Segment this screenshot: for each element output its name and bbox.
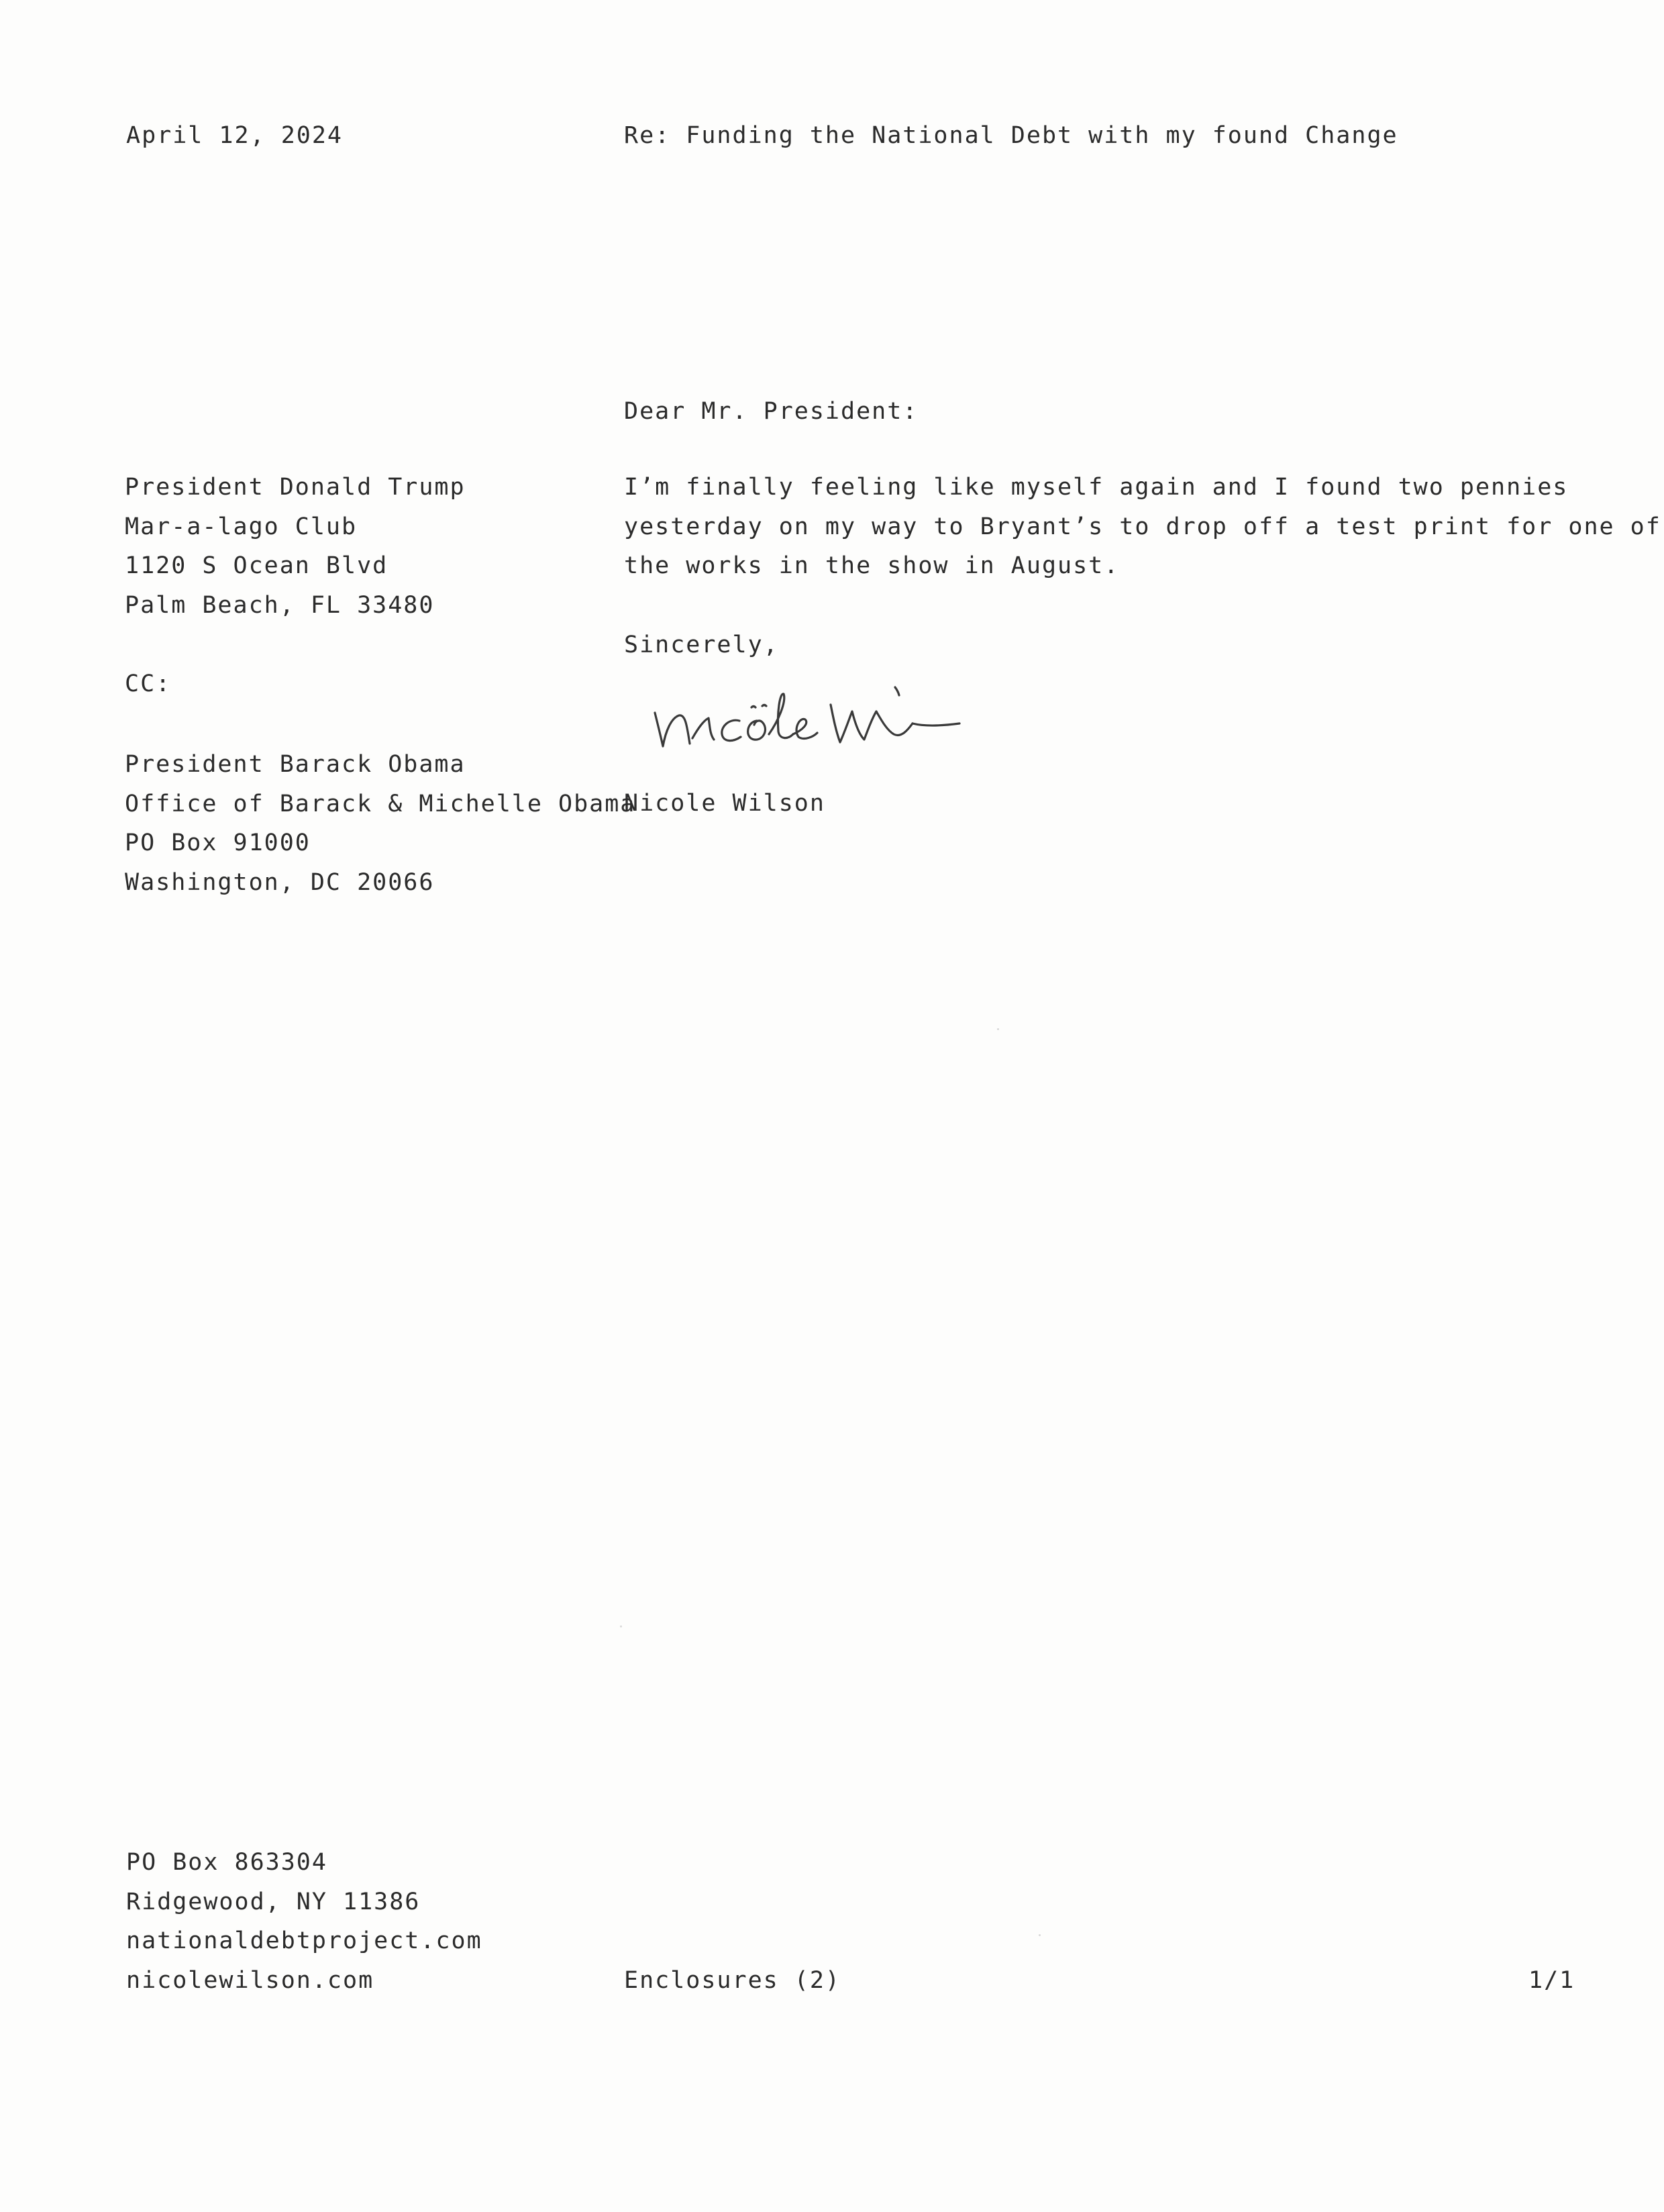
scan-speck: [620, 1625, 622, 1627]
cc-label: CC:: [125, 670, 172, 697]
recipient-line: Palm Beach, FL 33480: [125, 591, 435, 619]
handwritten-signature: [644, 664, 993, 765]
cc-line: President Barack Obama: [125, 751, 466, 778]
page-number: 1/1: [1528, 1967, 1575, 1994]
scan-speck: [1039, 1934, 1041, 1936]
sender-line: nationaldebtproject.com: [126, 1927, 482, 1954]
sender-line: PO Box 863304: [126, 1849, 327, 1876]
sender-line: nicolewilson.com: [126, 1966, 374, 1994]
cc-line: Washington, DC 20066: [125, 868, 435, 896]
recipient-line: President Donald Trump: [125, 474, 466, 501]
cc-address: [125, 745, 635, 902]
body-line: the works in the show in August.: [624, 552, 1120, 579]
body-line: I’m finally feeling like myself again and I found two pennies: [624, 474, 1569, 501]
letter-body: [624, 468, 1661, 586]
sender-line: Ridgewood, NY 11386: [126, 1888, 421, 1915]
closing: Sincerely,: [624, 632, 779, 658]
letter-subject: Re: Funding the National Debt with my found Change: [624, 122, 1398, 149]
recipient-line: Mar-a-lago Club: [125, 513, 358, 540]
recipient-line: 1120 S Ocean Blvd: [125, 552, 388, 579]
cc-line: PO Box 91000: [125, 830, 311, 856]
letter-date: April 12, 2024: [126, 122, 344, 149]
enclosures: Enclosures (2): [624, 1967, 841, 1994]
salutation: Dear Mr. President:: [624, 398, 919, 425]
recipient-address: [125, 468, 466, 625]
cc-line: Office of Barack & Michelle Obama: [125, 790, 636, 817]
sender-address: [126, 1843, 482, 2000]
scan-speck: [997, 1028, 999, 1030]
body-line: yesterday on my way to Bryant’s to drop off a test print for one of: [624, 513, 1661, 540]
signer-name: Nicole Wilson: [624, 790, 825, 817]
